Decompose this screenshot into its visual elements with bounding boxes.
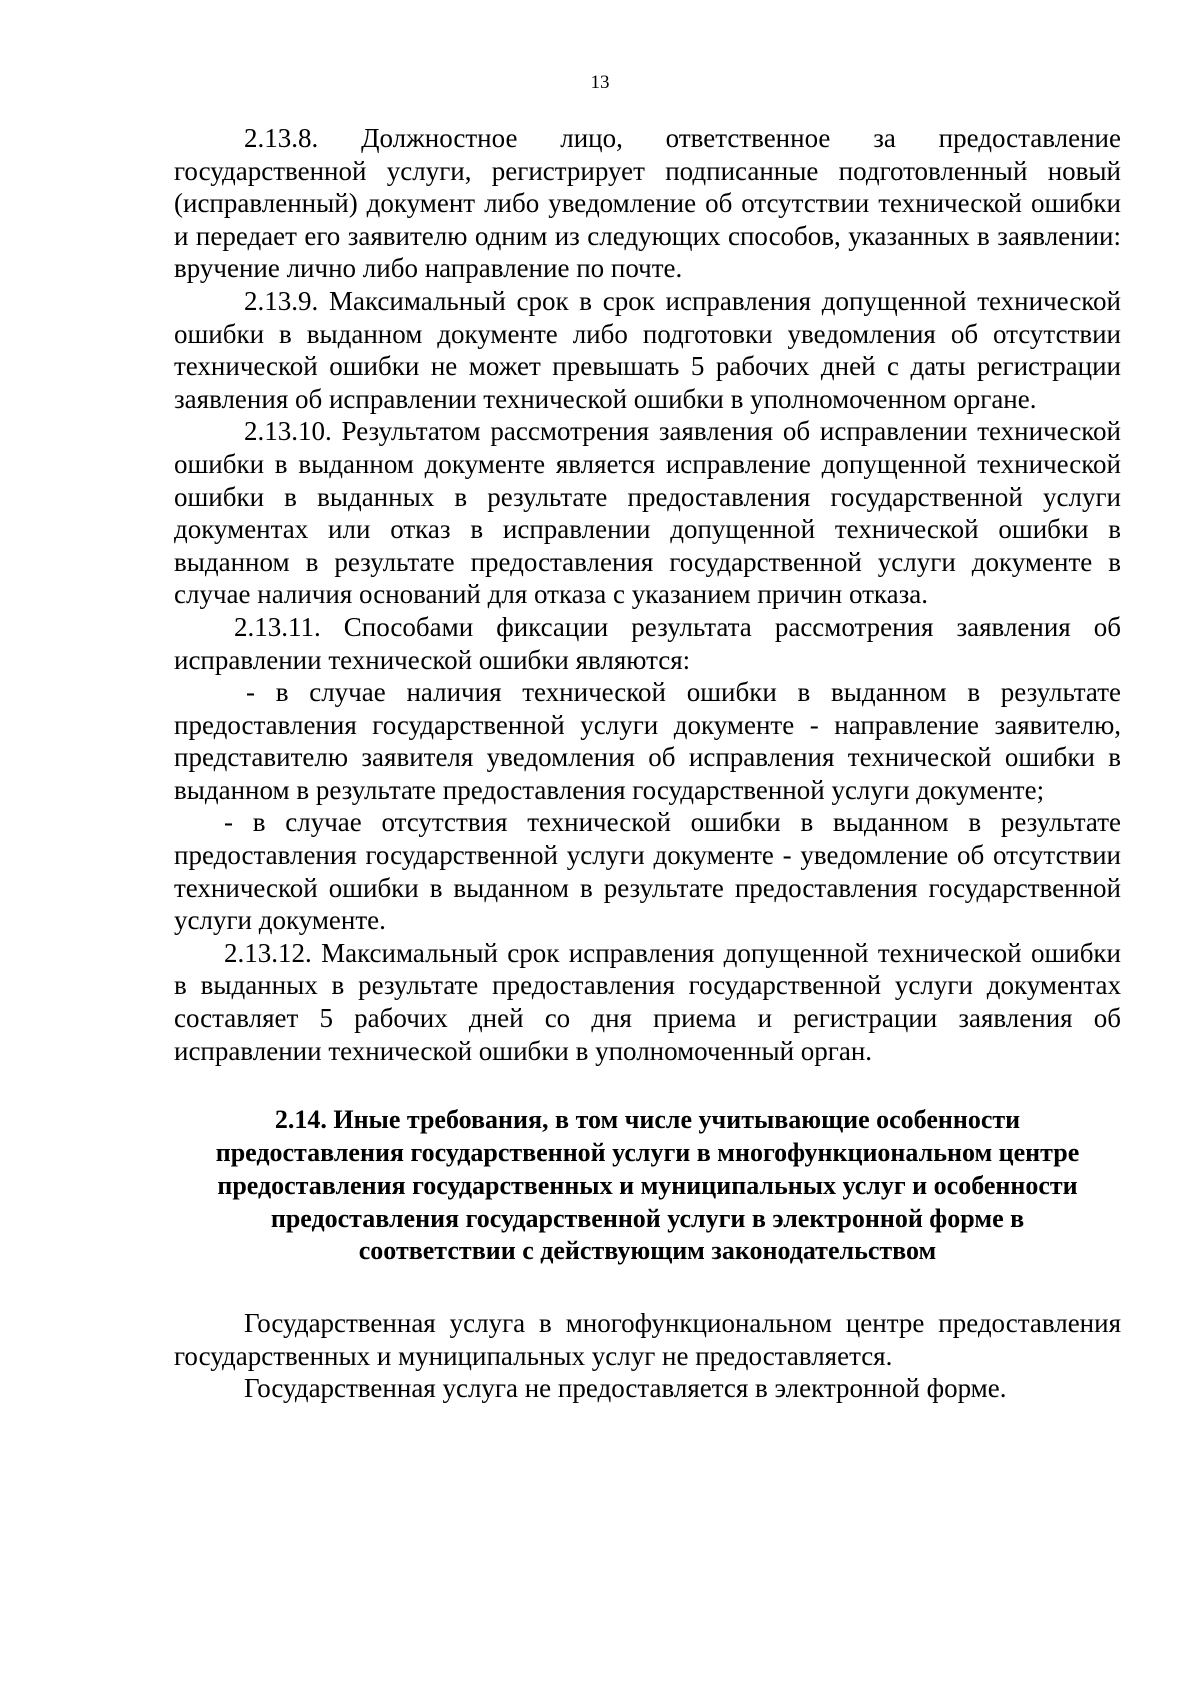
paragraph-2-13-9: 2.13.9. Максимальный срок в срок исправления допущенной технической ошибки в выданном документе либо подготовки уведомления об отсутствии технической ошибки не может превышать 5 рабочих дней с даты регистрации заявления об исправлении технической ошибки в уполномоченном органе. xyxy=(174,285,1121,414)
heading-spacer xyxy=(174,1268,1121,1307)
closing-paragraph-electronic: Государственная услуга не предоставляется в электронной форме. xyxy=(244,1373,1007,1404)
closing-paragraph-mfc: Государственная услуга в многофункциональном центре предоставления государственных и муниципальных услуг не предоставляется. xyxy=(174,1308,1121,1371)
paragraph-2-13-12: 2.13.12. Максимальный срок исправления допущенной технической ошибки в выданных в результате предоставления государственной услуги документах составляет 5 рабочих дней со дня приема и регистрации заявления об исправлении технической ошибки в уполномоченный орган. xyxy=(174,937,1121,1066)
paragraph-2-13-11: 2.13.11. Способами фиксации результата рассмотрения заявления об исправлении технической ошибки являются: xyxy=(174,611,1121,675)
page-number: 13 xyxy=(590,72,610,93)
section-heading-2-14: 2.14. Иные требования, в том числе учитывающие особенности предоставления государственной услуги в многофункциональном центре предоставления государственных и муниципальных услуг и особенности предоставления государственной услуги в электронной форме в соответствии с действующим законодательством xyxy=(215,1105,1080,1266)
list-item-error-present: - в случае наличия технической ошибки в выданном в результате предоставления государственной услуги документе - направление заявителю, представителю заявителя уведомления об исправления технической ошибки в выданном в результате предоставления государственной услуги документе; xyxy=(174,677,1121,805)
paragraph-2-13-10: 2.13.10. Результатом рассмотрения заявления об исправлении технической ошибки в выданном документе является исправление допущенной технической ошибки в выданных в результате предоставления государственной услуги документах или отказ в исправлении допущенной технической ошибки в выданном в результате предоставления государственной услуги документе в случае наличия оснований для отказа с указанием причин отказа. xyxy=(174,416,1121,610)
list-item-error-absent: - в случае отсутствия технической ошибки в выданном в результате предоставления государственной услуги документе - уведомление об отсутствии технической ошибки в выданном в результате предоставления государственной услуги документе. xyxy=(174,807,1121,936)
paragraph-2-13-8: 2.13.8. Должностное лицо, ответственное за предоставление государственной услуги, регистрирует подписанные подготовленный новый (исправленный) документ либо уведомление об отсутствии технической ошибки и передает его заявителю одним из следующих способов, указанных в заявлении: вручение лично либо направление по почте. xyxy=(174,123,1121,284)
document-body xyxy=(174,122,1121,1405)
